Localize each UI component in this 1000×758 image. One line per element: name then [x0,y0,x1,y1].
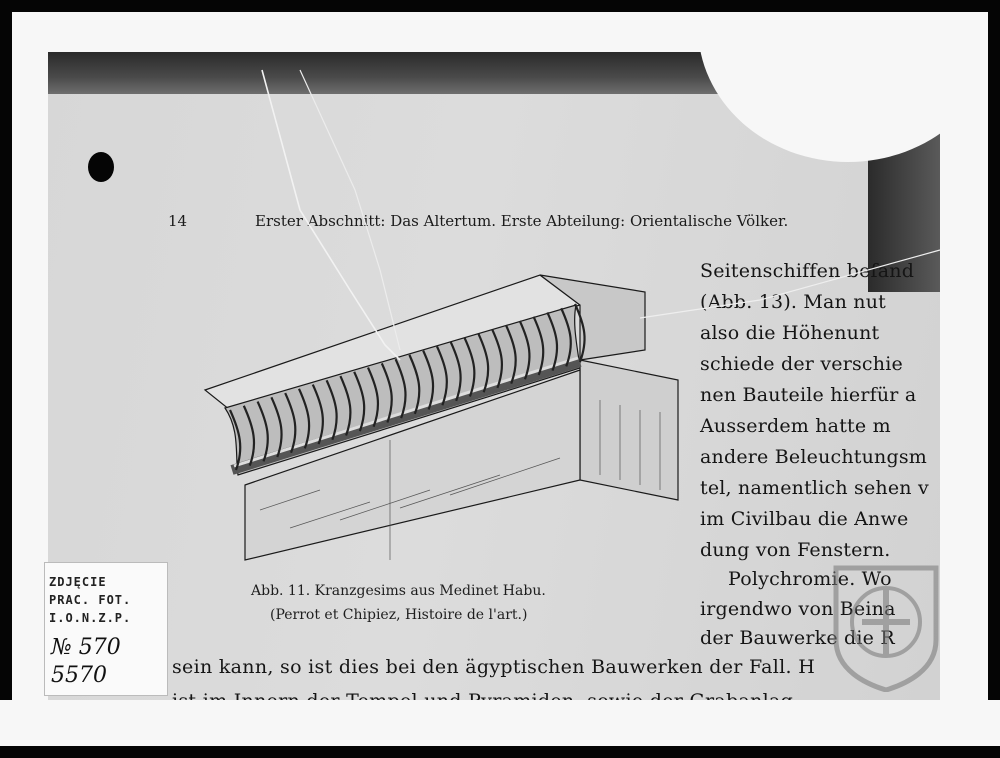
body-line: andere Beleuchtungsm [700,446,928,468]
stamp-line: I.O.N.Z.P. [49,611,132,625]
plate-bottom-margin [0,700,1000,746]
body-line-full: sein kann, so ist dies bei den ägyptischen Bauwerken der Fall. H [172,656,816,678]
running-title: Erster Abschnitt: Das Altertum. Erste Abteilung: Orientalische Völker. [255,212,789,230]
body-line: (Abb. 13). Man nut [700,291,886,313]
section-heading: Polychromie. Wo [728,568,892,590]
handwritten-number-2: 5570 [51,663,107,688]
body-line: tel, namentlich sehen v [700,477,929,499]
stamp-line: ZDJĘCIE [49,575,107,589]
body-line: schiede der verschie [700,353,903,375]
body-line: der Bauwerke die R [700,627,895,649]
wall-block-right [580,360,678,500]
handwritten-number: № 570 [51,635,121,660]
body-line: nen Bauteile hierfür a [700,384,917,406]
plate-corner-damage [698,52,940,162]
page-number: 14 [168,212,188,230]
cornice-illustration [200,270,690,570]
plate-left-margin [12,52,48,746]
figure-caption: Abb. 11. Kranzgesims aus Medinet Habu. [251,583,546,599]
body-line: also die Höhenunt [700,322,880,344]
body-line: irgendwo von Beina [700,598,896,620]
punch-hole [88,152,114,182]
body-line: im Civilbau die Anwe [700,508,909,530]
body-line: dung von Fenstern. [700,539,891,561]
figure-source: (Perrot et Chipiez, Histoire de l'art.) [270,607,528,623]
archive-label [44,562,168,696]
library-seal [826,560,946,692]
body-line: Ausserdem hatte m [700,415,891,437]
stamp-line: PRAC. FOT. [49,593,132,607]
plate-right-margin [940,52,988,746]
body-line: Seitenschiffen befand [700,260,915,282]
